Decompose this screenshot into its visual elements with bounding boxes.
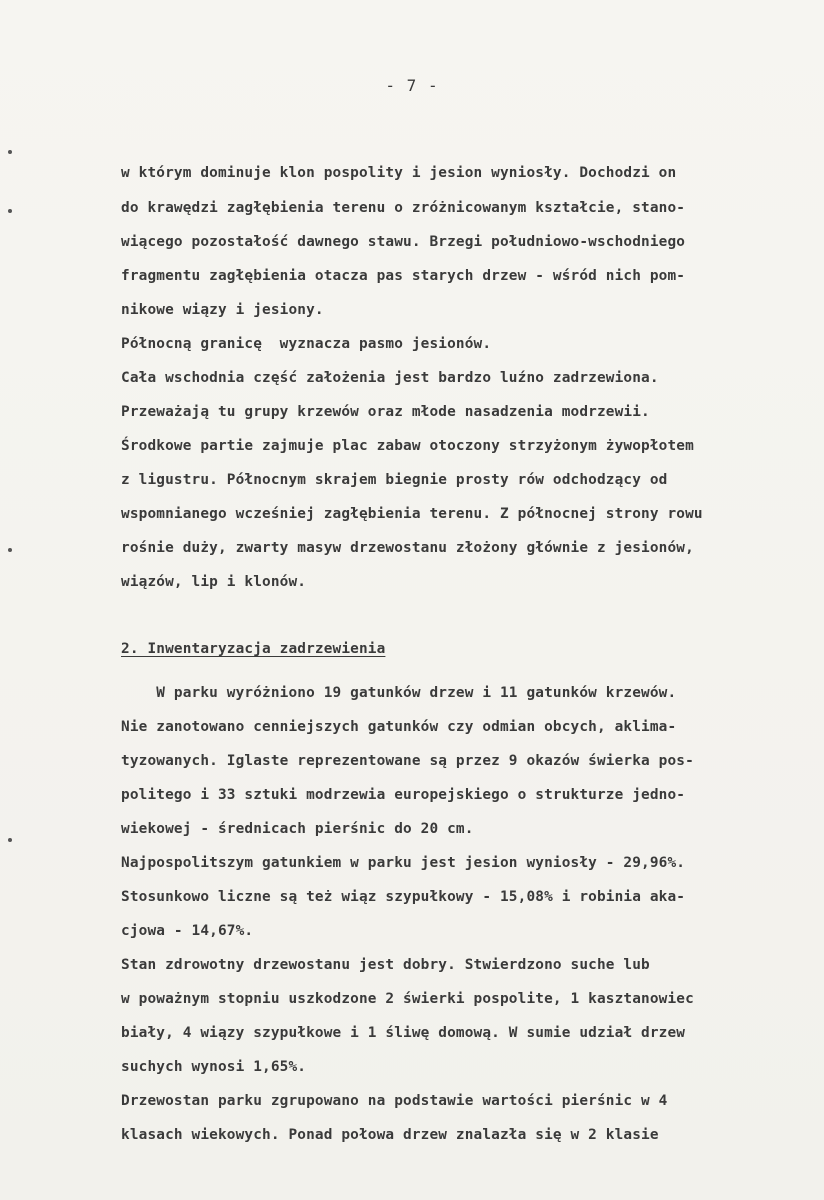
text-line: suchych wynosi 1,65%.	[121, 1059, 307, 1075]
text-line: Środkowe partie zajmuje plac zabaw otoczony strzyżonym żywopłotem	[121, 438, 694, 454]
section-heading: 2. Inwentaryzacja zadrzewienia	[121, 641, 386, 657]
text-line: wiącego pozostałość dawnego stawu. Brzegi południowo-wschodniego	[121, 234, 686, 250]
text-line: Północną granicę wyznacza pasmo jesionów.	[121, 336, 492, 352]
text-line: w którym dominuje klon pospolity i jesion wyniosły. Dochodzi on	[121, 165, 677, 181]
text-line: nikowe wiązy i jesiony.	[121, 302, 324, 318]
text-line: biały, 4 wiązy szypułkowe i 1 śliwę domową. W sumie udział drzew	[121, 1025, 686, 1041]
text-line: fragmentu zagłębienia otacza pas starych drzew - wśród nich pom-	[121, 268, 686, 284]
text-line: Nie zanotowano cenniejszych gatunków czy odmian obcych, aklima-	[121, 719, 677, 735]
text-line: politego i 33 sztuki modrzewia europejskiego o strukturze jedno-	[121, 787, 686, 803]
text-line: tyzowanych. Iglaste reprezentowane są przez 9 okazów świerka pos-	[121, 753, 694, 769]
text-line: cjowa - 14,67%.	[121, 923, 254, 939]
margin-dot	[8, 209, 12, 213]
text-line: z ligustru. Północnym skrajem biegnie prosty rów odchodzący od	[121, 472, 668, 488]
margin-dot	[8, 838, 12, 842]
text-line: wiązów, lip i klonów.	[121, 574, 307, 590]
text-line: Stan zdrowotny drzewostanu jest dobry. Stwierdzono suche lub	[121, 957, 650, 973]
text-line: Stosunkowo liczne są też wiąz szypułkowy - 15,08% i robinia aka-	[121, 889, 686, 905]
text-line: W parku wyróżniono 19 gatunków drzew i 11 gatunków krzewów.	[121, 685, 677, 701]
margin-dot	[8, 150, 12, 154]
text-line: Przeważają tu grupy krzewów oraz młode nasadzenia modrzewii.	[121, 404, 650, 420]
text-line: do krawędzi zagłębienia terenu o zróżnicowanym kształcie, stano-	[121, 200, 686, 216]
text-line: Drzewostan parku zgrupowano na podstawie wartości pierśnic w 4	[121, 1093, 668, 1109]
text-line: wspomnianego wcześniej zagłębienia terenu. Z północnej strony rowu	[121, 506, 703, 522]
text-line: rośnie duży, zwarty masyw drzewostanu złożony głównie z jesionów,	[121, 540, 694, 556]
margin-dot	[8, 548, 12, 552]
page-number: - 7 -	[385, 76, 439, 95]
text-line: Cała wschodnia część założenia jest bardzo luźno zadrzewiona.	[121, 370, 659, 386]
text-line: wiekowej - średnicach pierśnic do 20 cm.	[121, 821, 474, 837]
text-line: klasach wiekowych. Ponad połowa drzew znalazła się w 2 klasie	[121, 1127, 659, 1143]
text-line: w poważnym stopniu uszkodzone 2 świerki pospolite, 1 kasztanowiec	[121, 991, 694, 1007]
text-line: Najpospolitszym gatunkiem w parku jest jesion wyniosły - 29,96%.	[121, 855, 686, 871]
